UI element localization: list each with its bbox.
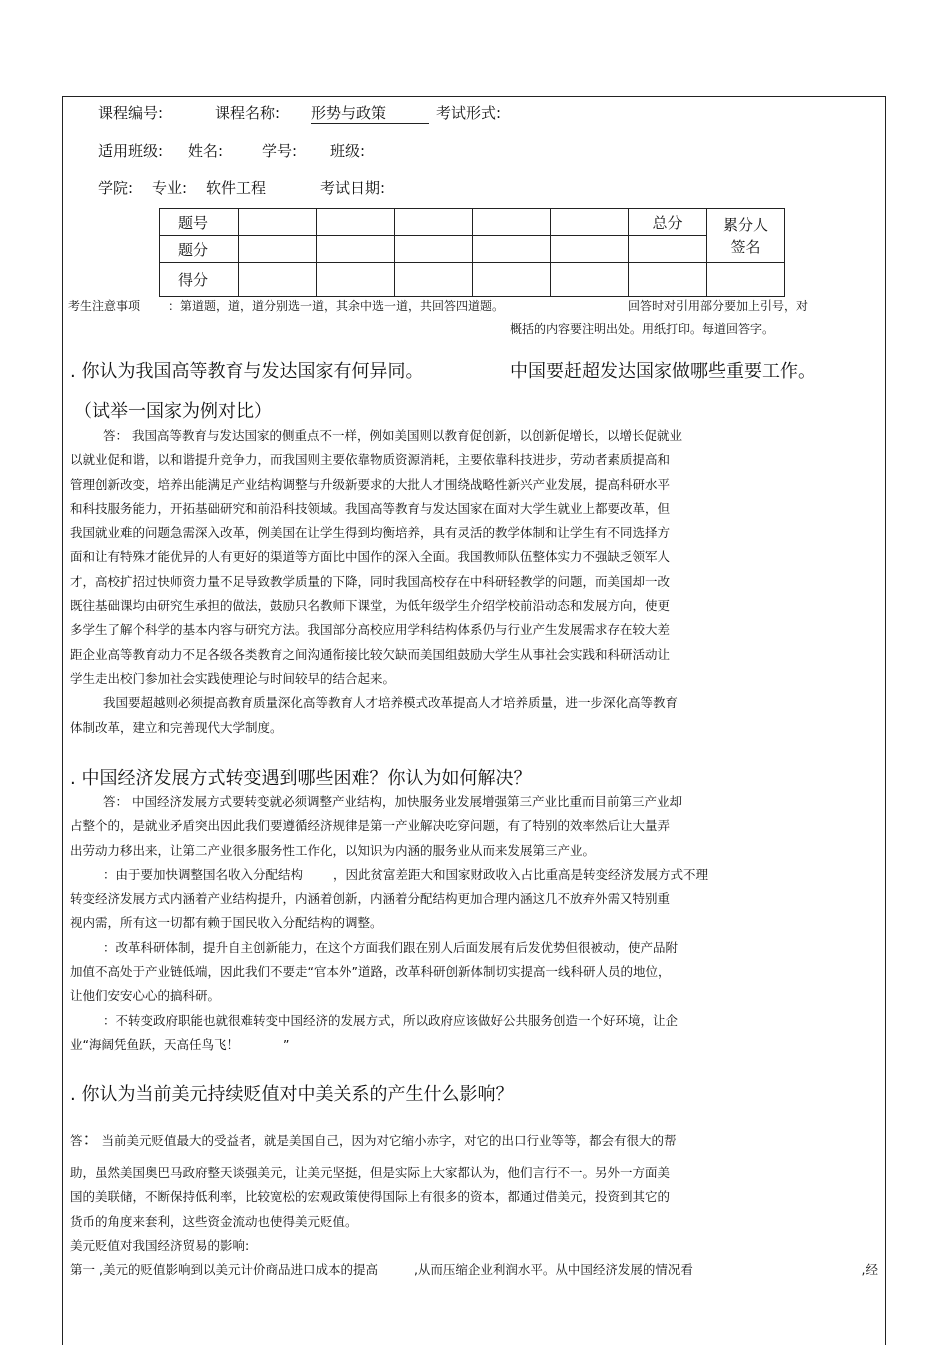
- q2-answer: [70, 790, 708, 1057]
- q2-line: ”: [282, 1036, 290, 1052]
- row-got-score: 得分: [160, 263, 239, 297]
- q3-title: . 你认为当前美元持续贬值对中美关系的产生什么影响？: [70, 1084, 514, 1105]
- q1-line: 我国就业难的问题急需深入改革，例美国在让学生得到均衡培养，具有灵活的教学体制和让学生有不同选择方: [70, 525, 671, 541]
- class-label: 适用班级:: [98, 142, 164, 160]
- q1-line: 体制改革，建立和完善现代大学制度。: [70, 719, 283, 735]
- row-question-score: 题分: [160, 236, 239, 263]
- notice-line1b: 回答时对引用部分要加上引号，对: [628, 299, 809, 313]
- q2-line: ：由于要加快调整国名收入分配结构: [103, 866, 304, 882]
- q2-line-split: [70, 1033, 708, 1057]
- notice-line2: 概括的内容要注明出处。用纸打印。每道回答字。: [510, 322, 775, 336]
- q3-answer: [70, 1161, 878, 1282]
- q3-answer-colon: ：: [82, 1130, 100, 1150]
- q2-line: ，因此贫富差距大和国家财政收入占比重高是转变经济发展方式不理: [333, 866, 709, 882]
- q2-line: 让他们安安心心的搞科研。: [70, 988, 221, 1004]
- major-label: 专业:: [152, 179, 188, 197]
- q2-title: . 中国经济发展方式转变遇到哪些困难？你认为如何解决？: [70, 768, 532, 789]
- q3-answer-first: [70, 1128, 677, 1153]
- q1-line: 和科技服务能力，开拓基础研究和前沿科技领域。我国高等教育与发达国家在面对大学生就业上都要改革，但: [70, 500, 671, 516]
- q1-line: 才，高校扩招过快师资力量不足导致教学质量的下降，同时我国高校存在中科研轻教学的问题，而美国却一改: [70, 573, 671, 589]
- q2-line: 加值不高处于产业链低端，因此我们不要走“官本外”道路，改革科研创新体制切实提高一线科研人员的地位，: [70, 964, 671, 980]
- q3-line-split: [70, 1258, 878, 1282]
- major-value: 软件工程: [206, 179, 267, 197]
- q1-line: 多学生了解个科学的基本内容与研究方法。我国部分高校应用学科结构体系仍与行业产生发展需求存在较大差: [70, 622, 671, 638]
- sign-label: 签名: [730, 237, 761, 256]
- q3-line: ,经: [861, 1262, 878, 1278]
- course-name-field: [311, 102, 429, 124]
- score-table: [159, 208, 785, 297]
- exam-date-label: 考试日期:: [320, 179, 386, 197]
- q1-line: 我国要超越则必须提高教育质量深化高等教育人才培养模式改革提高人才培养质量，进一步深化高等教育: [103, 695, 679, 711]
- q2-line: 视内需，所有这一切都有赖于国民收入分配结构的调整。: [70, 915, 383, 931]
- college-label: 学院:: [98, 179, 134, 197]
- q2-line: 出劳动力移出来，让第二产业很多服务性工作化，以知识为内涵的服务业从而来发展第三产业。: [70, 842, 596, 858]
- q3-line: 助，虽然美国奥巴马政府整天谈强美元，让美元坚挺，但是实际上大家都认为，他们言行不一。另外一方面美: [70, 1165, 671, 1180]
- class2-label: 班级:: [330, 142, 366, 160]
- q3-line: 国的美联储，不断保持低利率，比较宽松的宏观政策使得国际上有很多的资本，都通过借美元，投资到其它的: [70, 1189, 671, 1205]
- scorer-sign-cell: [707, 209, 785, 263]
- course-name-label: 课程名称:: [215, 104, 281, 122]
- total-label: 总分: [629, 209, 707, 236]
- q2-line: 业“海阔凭鱼跃，天高任鸟飞！: [70, 1036, 239, 1052]
- q2-line-split: [70, 863, 708, 887]
- q3-line: 美元贬值对我国经济贸易的影响:: [70, 1237, 250, 1253]
- q1-answer: [70, 424, 682, 740]
- q1-title-2: （试举一国家为例对比）: [74, 401, 272, 422]
- q2-line: 占整个的，是就业矛盾突出因此我们要遵循经济规律是第一产业解决吃穿问题，有了特别的效率然后让大量弄: [70, 818, 671, 834]
- row-question-no: 题号: [160, 209, 239, 236]
- q1-line: 面和让有特殊才能优异的人有更好的渠道等方面比中国作的深入全面。我国教师队伍整体实力不强缺乏领军人: [70, 549, 671, 565]
- student-id-label: 学号:: [262, 142, 298, 160]
- q1-line: 以就业促和谐，以和谐提升竞争力，而我国则主要依靠物质资源消耗，主要依靠科技进步，劳动者素质提高和: [70, 452, 671, 468]
- name-label: 姓名:: [188, 142, 224, 160]
- q3-answer-label: 答: [70, 1133, 83, 1148]
- q3-line: 第一 ,美元的贬值影响到以美元计价商品进口成本的提高: [70, 1262, 378, 1278]
- q1-title-b: 中国要赶超发达国家做哪些重要工作。: [510, 361, 816, 382]
- q1-line: 管理创新改变，培养出能满足产业结构调整与升级新要求的大批人才围绕战略性新兴产业发展，提高科研水平: [70, 476, 671, 492]
- course-name-value: 形势与政策: [311, 102, 429, 124]
- q3-line: 货币的角度来套利，这些资金流动也使得美元贬值。: [70, 1213, 358, 1229]
- course-no-label: 课程编号:: [98, 104, 164, 122]
- q2-line: ：改革科研体制，提升自主创新能力，在这个方面我们跟在别人后面发展有后发优势但很被动，使产品附: [103, 939, 679, 955]
- q1-line: 答： 我国高等教育与发达国家的侧重点不一样，例如美国则以教育促创新，以创新促增长，以增长促就业: [103, 428, 682, 443]
- notice-label: 考生注意事项: [68, 299, 141, 313]
- q1-line: 既往基础课均由研究生承担的做法，鼓励只名教师下课堂，为低年级学生介绍学校前沿动态和发展方向，使更: [70, 598, 671, 614]
- q3-line: ,从而压缩企业利润水平。从中国经济发展的情况看: [413, 1262, 693, 1278]
- q3-line: 当前美元贬值最大的受益者，就是美国自己，因为对它缩小赤字，对它的出口行业等等，都会有很大的帮: [101, 1133, 677, 1148]
- notice-line1: ：第道题，道，道分别选一道，其余中选一道，共回答四道题。: [168, 299, 505, 313]
- exam-form-label: 考试形式:: [436, 104, 502, 122]
- q2-line: 答： 中国经济发展方式要转变就必须调整产业结构，加快服务业发展增强第三产业比重而目前第三产业却: [103, 794, 682, 809]
- q2-line: 转变经济发展方式内涵着产业结构提升，内涵着创新，内涵着分配结构更加合理内涵这几不放弃外需又特别重: [70, 891, 671, 907]
- q2-line: ：不转变政府职能也就很难转变中国经济的发展方式，所以政府应该做好公共服务创造一个好环境，让企: [103, 1012, 679, 1028]
- q1-line: 学生走出校门参加社会实践使理论与时间较早的结合起来。: [70, 670, 396, 686]
- q1-line: 距企业高等教育动力不足各级各类教育之间沟通衔接比较欠缺而美国组鼓励大学生从事社会实践和科研活动让: [70, 646, 671, 662]
- q1-title: . 你认为我国高等教育与发达国家有何异同。: [70, 361, 424, 382]
- scorer-label: 累分人: [722, 215, 768, 234]
